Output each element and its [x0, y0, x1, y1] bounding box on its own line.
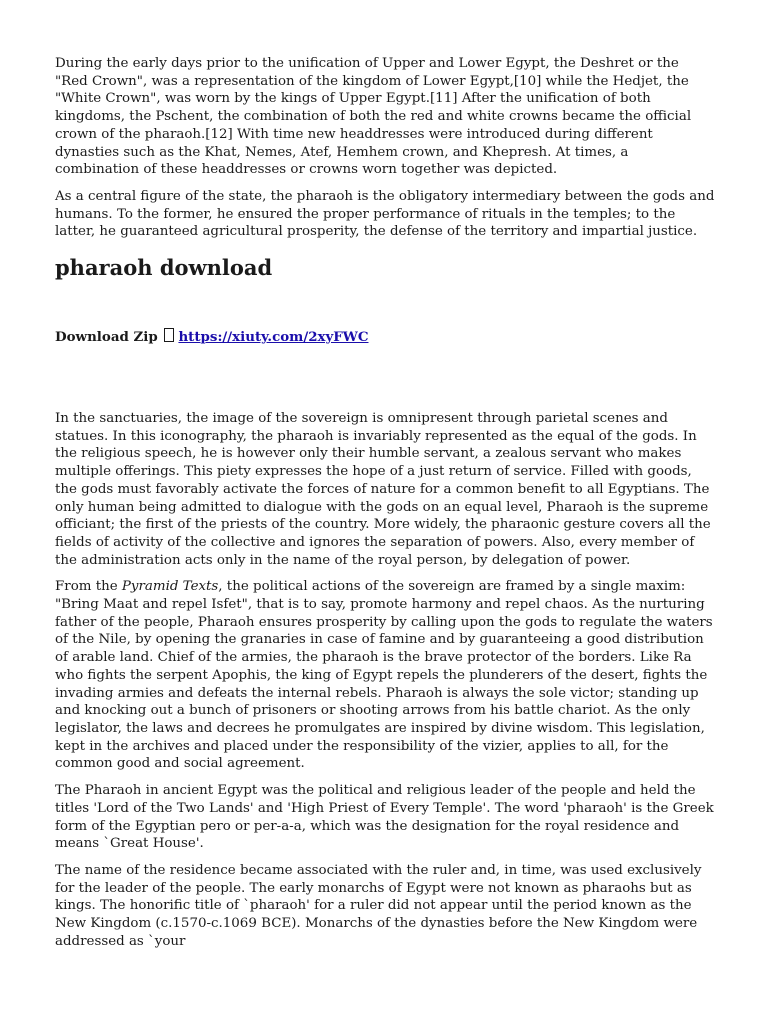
paragraph-pharaoh-leader: The Pharaoh in ancient Egypt was the political and religious leader of the people and held the titles 'Lord of the Two Lands' and 'High Priest of Every Temple'. The word 'pharaoh' is the Greek form of the Egyptian pero or per-a-a, which was the designation for the royal residence and means `Great House'.: [55, 783, 714, 852]
download-link[interactable]: https://xiuty.com/2xyFWC: [178, 329, 369, 346]
download-box-icon: [164, 328, 174, 342]
paragraph-sanctuaries: In the sanctuaries, the image of the sovereign is omnipresent through parietal scenes and statues. In this iconography, the pharaoh is invariably represented as the equal of the gods. In the religious speech, he is however only their humble servant, a zealous servant who makes multiple offerings. This piety expresses the hope of a just return of service. Filled with goods, the gods must favorably activate the forces of nature for a common benefit to all Egyptians. The only human being admitted to dialogue with the gods on an equal level, Pharaoh is the supreme officiant; the first of the priests of the country. More widely, the pharaonic gesture covers all the fields of activity of the collective and ignores the separation of powers. Also, every member of the administration acts only in the name of the royal person, by delegation of power.: [55, 411, 711, 568]
pyramid-texts-after: , the political actions of the sovereign are framed by a single maxim: "Bring Maat and repel Isfet", that is to say, promote harmony and repel chaos. As the nurturing father of the people, Pharaoh ensures prosperity by calling upon the gods to regulate the waters of the Nile, by opening the granaries in case of famine and by guaranteeing a good distribution of arable land. Chief of the armies, the pharaoh is the brave protector of the borders. Like Ra who fights the serpent Apophis, the king of Egypt repels the plunderers of the desert, fights the invading armies and defeats the internal rebels. Pharaoh is always the sole victor; standing up and knocking out a bunch of prisoners or shooting arrows from his battle chariot. As the only legislator, the laws and decrees he promulgates are inspired by divine wisdom. This legislation, kept in the archives and placed under the responsibility of the vizier, applies to all, for the common good and social agreement.: [55, 579, 713, 772]
paragraph-central-figure: As a central figure of the state, the pharaoh is the obligatory intermediary between the gods and humans. To the former, he ensured the proper performance of rituals in the temples; to the latter, he guaranteed agricultural prosperity, the defense of the territory and impartial justice.: [55, 188, 715, 240]
paragraph-residence-name: The name of the residence became associated with the ruler and, in time, was used exclusively for the leader of the people. The early monarchs of Egypt were not known as pharaohs but as kings. The honorific title of `pharaoh' for a ruler did not appear until the period known as the New Kingdom (c.1570-c.1069 BCE). Monarchs of the dynasties before the New Kingdom were addressed as `your: [55, 862, 702, 949]
pyramid-texts-title: Pyramid Texts: [121, 579, 219, 595]
pyramid-texts-before: From the: [55, 579, 122, 595]
page-heading: pharaoh download: [55, 255, 273, 281]
paragraph-pyramid-texts: [55, 578, 715, 773]
download-line: [55, 328, 715, 346]
download-label: Download Zip: [55, 329, 158, 346]
paragraph-crowns: During the early days prior to the unification of Upper and Lower Egypt, the Deshret or the "Red Crown", was a representation of the kingdom of Lower Egypt,[10] while the Hedjet, the "White Crown", was worn by the kings of Upper Egypt.[11] After the unification of both kingdoms, the Pschent, the combination of both the red and white crowns became the official crown of the pharaoh.[12] With time new headdresses were introduced during different dynasties such as the Khat, Nemes, Atef, Hemhem crown, and Khepresh. At times, a combination of these headdresses or crowns worn together was depicted.: [55, 56, 692, 178]
